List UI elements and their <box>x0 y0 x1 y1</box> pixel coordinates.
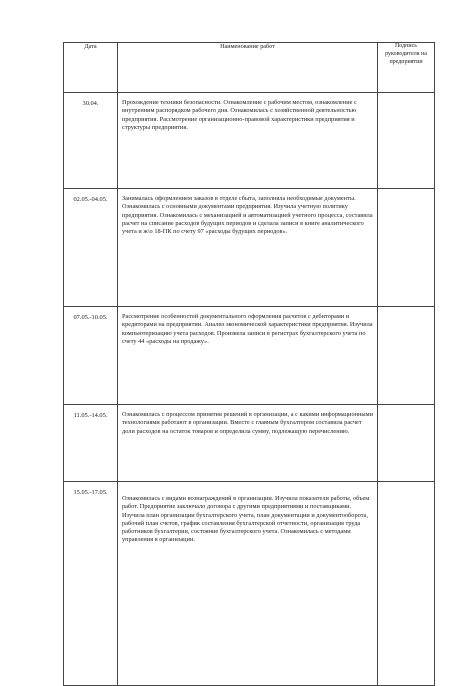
table-row <box>64 189 435 307</box>
table-row <box>64 93 435 189</box>
row-signature-cell <box>378 482 435 686</box>
row-work-description: Ознакомилась с видами вознаграждений в организации. Изучила показатели работы, объем работ. Предприятие заключало договора с другими предприятиями и поставщиками. Изучила план организации бухгалтерского учета, план документации и документооборота, рабочий план счетов, график составления бухгалтерской отчетности, организация труда работников бухгалтерии, состояние бухгалтерского учета. Ознакомилась с методами управления в организации. <box>118 482 378 686</box>
row-work-description: Рассмотрение особенностей документального оформления расчетов с дебиторами и кредиторами на предприятии. Анализ экономической характеристики предприятия. Изучила компьютеризацию учета расходов. Произвела записи в регистрах бухгалтерского учета по счету 44 «расходы на продажу». <box>118 307 378 405</box>
table-row <box>64 307 435 405</box>
row-signature-cell <box>378 307 435 405</box>
row-work-description: Прохождение техники безопасности. Ознакомление с рабочим местом, ознакомление с внутренним распорядком рабочего дня. Ознакомилась с хозяйственной деятельностью предприятия. Рассмотрение организационно-правовой характеристики предприятия и структуры предприятия. <box>118 93 378 189</box>
row-signature-cell <box>378 189 435 307</box>
row-signature-cell <box>378 93 435 189</box>
table-row <box>64 482 435 686</box>
row-work-description: Ознакомилась с процессом принятия решений в организации, а с какими информационными технологиями работают в организации. Вместе с главным бухгалтером составила расчет доли расходов на остаток товаров и определила сумму, подлежащую перечислению. <box>118 405 378 482</box>
header-work: Наименование работ <box>118 43 378 93</box>
row-date: 30.04. <box>64 93 118 189</box>
row-date: 07.05.-10.05. <box>64 307 118 405</box>
row-date: 15.05.-17.05. <box>64 482 118 686</box>
table-row <box>64 405 435 482</box>
row-date: 02.05.-04.05. <box>64 189 118 307</box>
row-date: 11.05.-14.05. <box>64 405 118 482</box>
header-signature: Подпись руководителя на предприятии <box>378 43 435 93</box>
practice-log-table <box>63 42 435 686</box>
header-date: Дата <box>64 43 118 93</box>
row-signature-cell <box>378 405 435 482</box>
row-work-description: Занималась оформлением заказов в отделе сбыта, заполняла необходимые документы. Ознакомилась с основными документами предприятия. Изучила учетную политику предприятия. Ознакомилась с механизацией и автоматизацией учетного процесса, составила расчет на списание расходов будущих периодов и сделала записи в книге аналитического учета и ж\о 18-ПК по счету 97 «расходы будущих периодов». <box>118 189 378 307</box>
table-header-row <box>64 43 435 93</box>
